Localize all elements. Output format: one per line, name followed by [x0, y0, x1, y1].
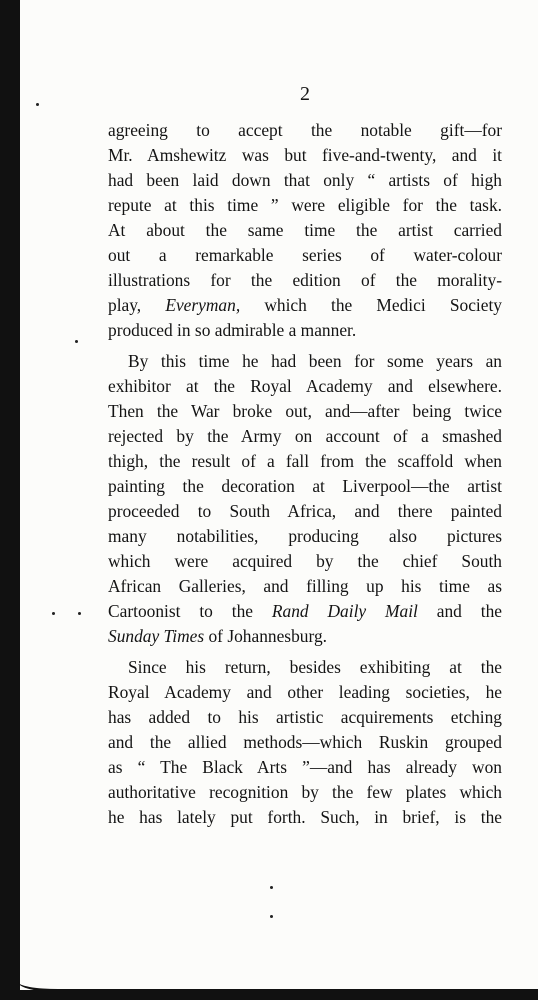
paragraph [108, 118, 502, 343]
scan-speck [270, 915, 273, 918]
page-number: 2 [300, 83, 310, 105]
text-line: By this time he had been for some years an [128, 351, 502, 371]
text-line: and the allied methods—which Ruskin grouped [108, 732, 502, 752]
text-line: Mr. Amshewitz was but five-and-twenty, and it [108, 145, 502, 165]
paragraph [108, 655, 502, 830]
text-line: agreeing to accept the notable gift—for [108, 120, 502, 140]
text-line: Royal Academy and other leading societies, he [108, 682, 502, 702]
text-line: Since his return, besides exhibiting at the [128, 657, 502, 677]
text-line: illustrations for the edition of the morality- [108, 270, 502, 290]
text-line: Sunday Times of Johannesburg. [108, 626, 327, 646]
italic-title: Sunday Times [108, 626, 205, 646]
text-line: rejected by the Army on account of a smashed [108, 426, 502, 446]
text-line: exhibitor at the Royal Academy and elsewhere. [108, 376, 502, 396]
text-line: many notabilities, producing also pictures [108, 526, 502, 546]
text-line: play, Everyman, which the Medici Society [108, 295, 502, 315]
text-line: produced in so admirable a manner. [108, 320, 357, 340]
text-line: as “ The Black Arts ”—and has already won [108, 757, 502, 777]
scan-speck [78, 612, 81, 615]
text-line: he has lately put forth. Such, in brief, is the [108, 807, 502, 827]
text-line: has added to his artistic acquirements etching [108, 707, 502, 727]
italic-title: Rand Daily Mail [271, 601, 418, 621]
text-line: out a remarkable series of water-colour [108, 245, 502, 265]
text-line: African Galleries, and filling up his time as [108, 576, 502, 596]
text-line: proceeded to South Africa, and there painted [108, 501, 502, 521]
text-line: repute at this time ” were eligible for the task. [108, 195, 502, 215]
scan-speck [75, 340, 78, 343]
text-line: At about the same time the artist carried [108, 220, 502, 240]
text-line: thigh, the result of a fall from the scaffold when [108, 451, 502, 471]
text-line: which were acquired by the chief South [108, 551, 502, 571]
body-text [108, 118, 502, 830]
scan-speck [270, 886, 273, 889]
binding-shadow [0, 0, 20, 1000]
paragraph [108, 349, 502, 649]
scan-speck [36, 103, 39, 106]
text-line: authoritative recognition by the few plates which [108, 782, 502, 802]
text-line: painting the decoration at Liverpool—the artist [108, 476, 502, 496]
italic-title: Everyman, [165, 295, 241, 315]
scan-speck [52, 612, 55, 615]
page-bottom-edge [0, 990, 538, 1000]
text-line: had been laid down that only “ artists of high [108, 170, 502, 190]
text-line: Cartoonist to the Rand Daily Mail and the [108, 601, 502, 621]
text-line: Then the War broke out, and—after being twice [108, 401, 502, 421]
